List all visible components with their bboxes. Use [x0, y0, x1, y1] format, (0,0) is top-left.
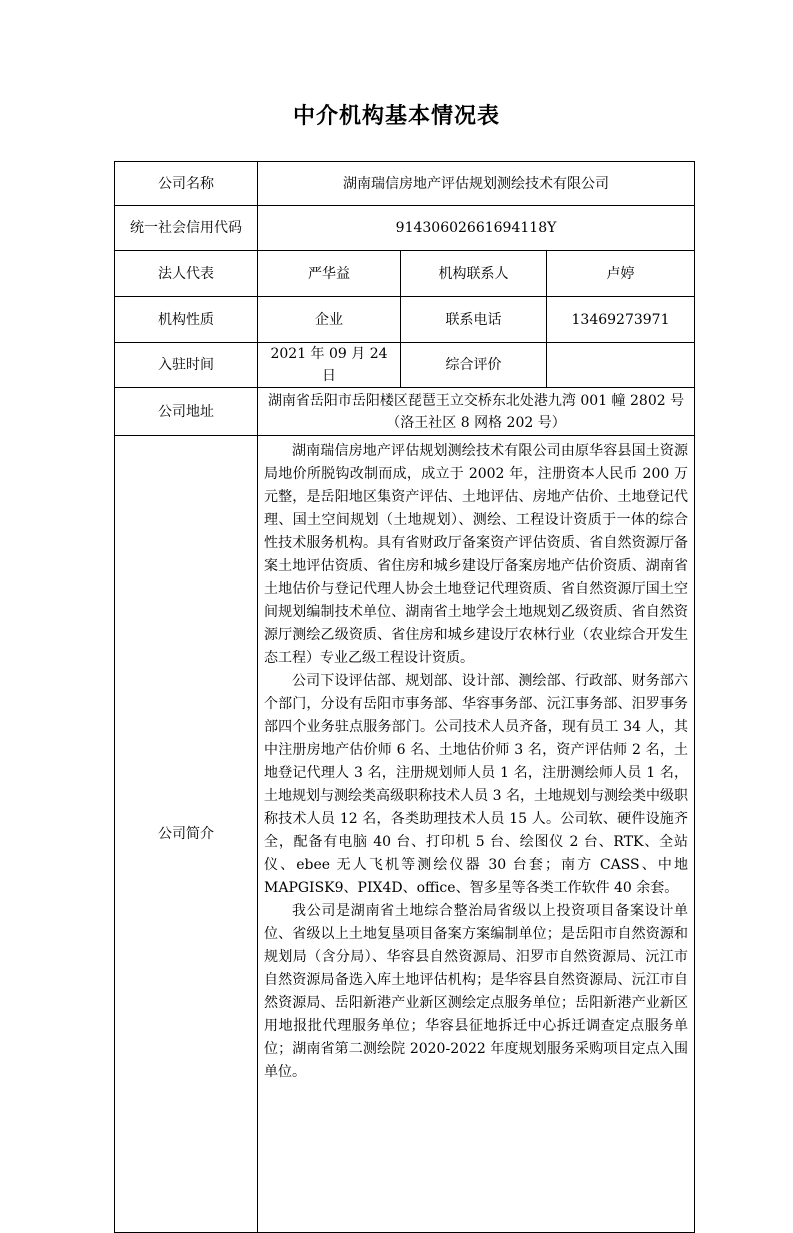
rating-label: 综合评价: [401, 343, 547, 388]
company-name-value: 湖南瑞信房地产评估规划测绘技术有限公司: [258, 162, 695, 206]
phone-label: 联系电话: [401, 297, 547, 343]
info-table: [114, 161, 695, 1233]
nature-label: 机构性质: [115, 297, 258, 343]
row-company-name: [115, 162, 695, 206]
row-address: [115, 388, 695, 436]
rating-value: [547, 343, 695, 388]
row-legal-rep: [115, 251, 695, 297]
contact-person-value: 卢婷: [547, 251, 695, 297]
row-nature: [115, 297, 695, 343]
legal-rep-label: 法人代表: [115, 251, 258, 297]
company-name-label: 公司名称: [115, 162, 258, 206]
entry-time-label: 入驻时间: [115, 343, 258, 388]
entry-time-value: 2021 年 09 月 24 日: [258, 343, 401, 388]
intro-paragraph: 公司下设评估部、规划部、设计部、测绘部、行政部、财务部六个部门，分设有岳阳市事务部、华容事务部、沅江事务部、汨罗事务部四个业务驻点服务部门。公司技术人员齐备，现有员工 34 人，其中注册房地产估价师 6 名、土地估价师 3 名，资产评估师 2 名，土地登记代理人 3 名，注册规划师人员 1 名，注册测绘师人员 1 名，土地规划与测绘类高级职称技术人员 3 名，土地规划与测绘类中级职称技术人员 12 名，各类助理技术人员 15 人。公司软、硬件设施齐全，配备有电脑 40 台、打印机 5 台、绘图仪 2 台、RTK、全站仪、ebee 无人飞机等测绘仪器 30 台套；南方 CASS、中地 MAPGISK9、PIX4D、office、智多星等各类工作软件 40 余套。: [264, 673, 689, 896]
page-title: 中介机构基本情况表: [292, 104, 500, 129]
row-entry-time: [115, 343, 695, 388]
legal-rep-value: 严华益: [258, 251, 401, 297]
row-intro: [115, 436, 695, 1233]
intro-content: [258, 436, 695, 1233]
phone-value: 13469273971: [547, 297, 695, 343]
address-value: 湖南省岳阳市岳阳楼区琵琶王立交桥东北处港九湾 001 幢 2802 号（洛王社区 8 网格 202 号）: [258, 388, 695, 436]
intro-paragraph: 湖南瑞信房地产评估规划测绘技术有限公司由原华容县国土资源局地价所脱钩改制而成，成立于 2002 年，注册资本人民币 200 万元整，是岳阳地区集资产评估、土地评估、房地产估价、土地登记代理、国土空间规划（土地规划）、测绘、工程设计资质于一体的综合性技术服务机构。具有省财政厅备案资产评估资质、省自然资源厅备案土地评估资质、省住房和城乡建设厅备案房地产估价资质、湖南省土地估价与登记代理人协会土地登记代理资质、省自然资源厅国土空间规划编制技术单位、湖南省土地学会土地规划乙级资质、省自然资源厅测绘乙级资质、省住房和城乡建设厅农林行业（农业综合开发生态工程）专业乙级工程设计资质。: [264, 443, 689, 666]
intro-label: 公司简介: [115, 436, 258, 1233]
nature-value: 企业: [258, 297, 401, 343]
row-credit-code: [115, 206, 695, 251]
intro-paragraph: 我公司是湖南省土地综合整治局省级以上投资项目备案设计单位、省级以上土地复垦项目备案方案编制单位；是岳阳市自然资源和规划局（含分局）、华容县自然资源局、汨罗市自然资源局、沅江市自然资源局备选入库土地评估机构；是华容县自然资源局、沅江市自然资源局、岳阳新港产业新区测绘定点服务单位；岳阳新港产业新区用地报批代理服务单位；华容县征地拆迁中心拆迁调查定点服务单位；湖南省第二测绘院 2020-2022 年度规划服务采购项目定点入围单位。: [264, 903, 689, 1080]
contact-person-label: 机构联系人: [401, 251, 547, 297]
address-label: 公司地址: [115, 388, 258, 436]
credit-code-label: 统一社会信用代码: [115, 206, 258, 251]
credit-code-value: 91430602661694118Y: [258, 206, 695, 251]
